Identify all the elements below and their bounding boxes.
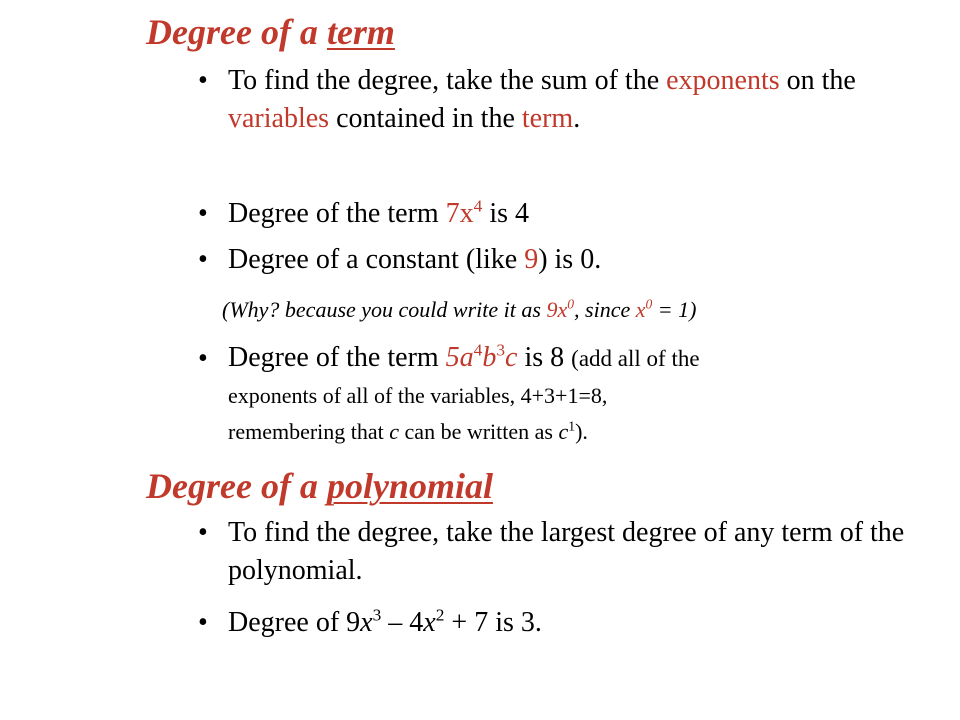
text: is 4 [482,198,530,229]
note: exponents of all of the variables, 4+3+1=8, [228,383,608,408]
bullet-dot: • [198,607,208,638]
text: Degree of a constant (like [228,244,525,275]
text: + 7 is 3. [444,607,542,638]
bullet-degree-constant [198,241,918,279]
heading-underlined-word: term [326,12,395,52]
var-x: x [360,607,373,638]
text: – 4 [381,607,424,638]
text: is 8 [517,342,572,373]
text: To find the degree, take the sum of the [228,65,667,96]
heading-prefix: Degree of a [146,466,327,506]
bullet-text [228,340,918,449]
highlight-variables: variables [228,103,330,134]
bullet-largest-degree [198,514,918,590]
heading-degree-of-a-polynomial [146,466,493,506]
bullet-dot: • [198,517,208,548]
note: (add all of the [571,346,700,371]
term-b: b [482,342,497,373]
bullet-dot: • [198,198,208,229]
bullet-dot: • [198,65,208,96]
bullet-sum-of-exponents [198,62,918,138]
bullet-text [228,195,918,233]
highlight-term: term [521,103,574,134]
bullet-text [228,62,918,138]
exponent: 4 [473,196,483,216]
highlight-exponents: exponents [666,65,780,96]
heading-underlined-word: polynomial [326,466,493,506]
var-x: x [423,607,436,638]
term-7x: 7x [445,198,474,229]
exponent: 1 [568,418,576,434]
text: = 1) [652,297,697,322]
bullet-degree-polynomial-example [198,604,918,642]
bullet-dot: • [198,244,208,275]
exponent: 3 [372,605,382,625]
bullet-text [228,241,918,279]
text: Degree of the term [228,342,446,373]
note-line [228,419,588,444]
bullet-degree-7x4 [198,195,918,233]
constant-9: 9 [524,244,539,275]
exponent: 2 [435,605,445,625]
text: Degree of the term [228,198,446,229]
text: contained in the [329,103,522,134]
text: . [573,103,581,134]
text: can be written as [399,419,559,444]
text: , since [574,297,636,322]
term-x: x [635,297,646,322]
exponent: 3 [496,340,506,360]
exponent: 0 [645,296,653,312]
heading-degree-of-a-term [146,12,395,52]
exponent: 4 [473,340,483,360]
bullet-degree-5a4b3c [198,340,918,449]
term-9x: 9x [546,297,568,322]
text: Degree of 9 [228,607,361,638]
term-5a: 5a [445,342,474,373]
var-c: c [389,419,400,444]
bullet-text [228,604,918,642]
text: ). [575,419,588,444]
bullet-text: To find the degree, take the largest degree of any term of the polynomial. [228,517,905,586]
text: ) is 0. [538,244,602,275]
exponent: 0 [567,296,575,312]
text: remembering that [228,419,390,444]
term-c: c [505,342,518,373]
var-c: c [558,419,569,444]
why-explanation [222,292,696,328]
bullet-dot: • [198,343,208,374]
text: (Why? because you could write it as [222,297,547,322]
heading-prefix: Degree of a [146,12,327,52]
text: on the [779,65,856,96]
